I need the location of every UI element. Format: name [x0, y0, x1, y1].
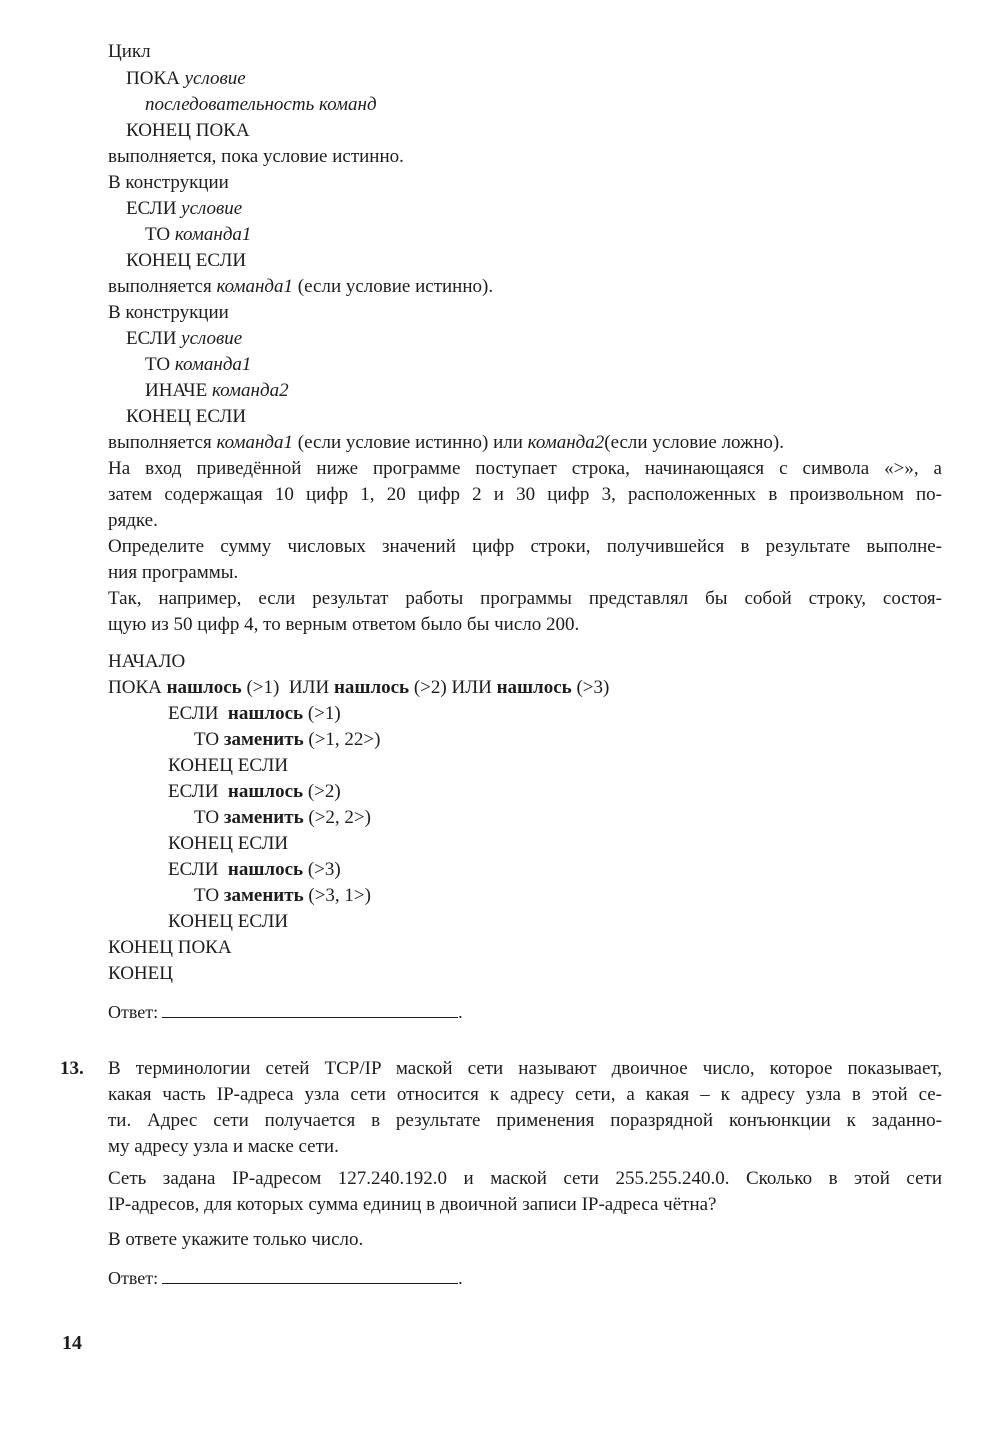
sequence-line — [145, 93, 377, 117]
arg: (>2, 2>) — [308, 807, 371, 828]
program-if-3 — [168, 858, 341, 882]
task13-p1-line-3: ти. Адрес сети получается в результате применения поразрядной конъюнкции к заданно- — [108, 1110, 942, 1131]
if1-suffix: (если условие истинно). — [297, 276, 494, 297]
answer-line-13 — [108, 1266, 463, 1290]
program-then-2 — [194, 806, 371, 830]
program-end-if-3: КОНЕЦ ЕСЛИ — [168, 911, 289, 932]
loop-description: выполняется, пока условие истинно. — [108, 146, 404, 167]
arg: (>3, 1>) — [308, 885, 371, 906]
exec-prefix: выполняется — [108, 276, 212, 297]
found-func: нашлось — [227, 859, 304, 880]
if1-description — [108, 275, 493, 299]
if-line-1 — [126, 197, 242, 221]
then-keyword: ТО — [194, 807, 220, 828]
command1: команда1 — [174, 354, 252, 375]
condition-word: условие — [184, 68, 246, 89]
program-end-if-1: КОНЕЦ ЕСЛИ — [168, 755, 289, 776]
program-then-3 — [194, 884, 371, 908]
arg: (>3) — [307, 859, 341, 880]
program-if-2 — [168, 780, 341, 804]
else-line — [145, 379, 289, 403]
replace-func: заменить — [223, 807, 304, 828]
found-func: нашлось — [227, 703, 304, 724]
if-keyword: ЕСЛИ — [168, 781, 219, 802]
then-keyword: ТО — [145, 354, 171, 375]
condition-word: условие — [181, 198, 243, 219]
found-func: нашлось — [496, 677, 572, 698]
end-if-line-2: КОНЕЦ ЕСЛИ — [126, 406, 247, 427]
task12-line-6: Так, например, если результат работы программы представлял бы собой строку, состоя- — [108, 588, 942, 609]
task13-p1-line-2: какая часть IP-адреса узла сети относится к адресу сети, а какая – к адресу узла в этой се- — [108, 1084, 942, 1105]
arg: (>1, 22>) — [308, 729, 381, 750]
then-line-1 — [145, 223, 251, 247]
program-end-while: КОНЕЦ ПОКА — [108, 937, 232, 958]
while-keyword: ПОКА — [126, 68, 180, 89]
if-keyword: ЕСЛИ — [168, 859, 219, 880]
answer-label: Ответ: — [108, 1002, 159, 1022]
task13-p1-line-1: В терминологии сетей TCP/IP маской сети называют двоичное число, которое показывает, — [108, 1058, 942, 1079]
answer-period: . — [458, 1002, 463, 1022]
arg: (>1) — [246, 677, 280, 698]
task12-line-2: затем содержащая 10 цифр 1, 20 цифр 2 и 30 цифр 3, расположенных в произвольном по- — [108, 484, 942, 505]
program-end-if-2: КОНЕЦ ЕСЛИ — [168, 833, 289, 854]
arg: (>1) — [307, 703, 341, 724]
arg: (>2) — [413, 677, 447, 698]
then-line-2 — [145, 353, 251, 377]
condition-word: условие — [181, 328, 243, 349]
while-line — [126, 67, 246, 91]
program-end: КОНЕЦ — [108, 963, 173, 984]
if-keyword: ЕСЛИ — [126, 328, 177, 349]
answer-period: . — [458, 1268, 463, 1288]
found-func: нашлось — [166, 677, 242, 698]
found-func: нашлось — [333, 677, 410, 698]
loop-title: Цикл — [108, 41, 151, 62]
arg: (>3) — [576, 677, 610, 698]
program-begin: НАЧАЛО — [108, 651, 186, 672]
answer-blank-12[interactable] — [162, 1001, 458, 1018]
command1: команда1 — [216, 432, 294, 453]
answer-label: Ответ: — [108, 1268, 159, 1288]
answer-blank-13[interactable] — [162, 1267, 458, 1284]
program-if-1 — [168, 702, 341, 726]
if2-description — [108, 431, 784, 455]
program-then-1 — [194, 728, 380, 752]
page-number: 14 — [62, 1332, 82, 1354]
end-if-line-1: КОНЕЦ ЕСЛИ — [126, 250, 247, 271]
task13-number: 13. — [60, 1058, 84, 1079]
task12-line-1: На вход приведённой ниже программе поступает строка, начинающаяся с символа «>», а — [108, 458, 942, 479]
task13-p1-line-4: му адресу узла и маске сети. — [108, 1136, 339, 1157]
task13-instruction: В ответе укажите только число. — [108, 1229, 364, 1250]
command2: команда2 — [211, 380, 289, 401]
if2-suffix: (если условие ложно). — [604, 432, 784, 453]
arg: (>2) — [307, 781, 341, 802]
then-keyword: ТО — [145, 224, 171, 245]
end-while-line: КОНЕЦ ПОКА — [126, 120, 250, 141]
task13-p2-line-2: IP-адресов, для которых сумма единиц в двоичной записи IP-адреса чётна? — [108, 1194, 717, 1215]
replace-func: заменить — [223, 885, 304, 906]
if-keyword: ЕСЛИ — [168, 703, 219, 724]
task12-line-4: Определите сумму числовых значений цифр строки, получившейся в результате выполне- — [108, 536, 942, 557]
answer-line-12 — [108, 1000, 463, 1024]
construct-heading-2: В конструкции — [108, 302, 229, 323]
command2: команда2 — [527, 432, 605, 453]
task12-line-7: щую из 50 цифр 4, то верным ответом было бы число 200. — [108, 614, 580, 635]
task13-p2-line-1: Сеть задана IP-адресом 127.240.192.0 и маской сети 255.255.240.0. Сколько в этой сети — [108, 1168, 942, 1189]
while-keyword: ПОКА — [108, 677, 162, 698]
task12-line-3: рядке. — [108, 510, 158, 531]
found-func: нашлось — [227, 781, 304, 802]
or-keyword: ИЛИ — [288, 677, 330, 698]
if2-mid: (если условие истинно) или — [297, 432, 523, 453]
if-keyword: ЕСЛИ — [126, 198, 177, 219]
program-while-line — [108, 676, 609, 700]
replace-func: заменить — [223, 729, 304, 750]
else-keyword: ИНАЧЕ — [145, 380, 208, 401]
or-keyword: ИЛИ — [451, 677, 492, 698]
then-keyword: ТО — [194, 885, 220, 906]
task12-line-5: ния программы. — [108, 562, 239, 583]
construct-heading-1: В конструкции — [108, 172, 229, 193]
then-keyword: ТО — [194, 729, 220, 750]
command1: команда1 — [174, 224, 252, 245]
command1: команда1 — [216, 276, 294, 297]
sequence-text: последовательность команд — [145, 94, 377, 115]
if-line-2 — [126, 327, 242, 351]
exec-prefix: выполняется — [108, 432, 212, 453]
